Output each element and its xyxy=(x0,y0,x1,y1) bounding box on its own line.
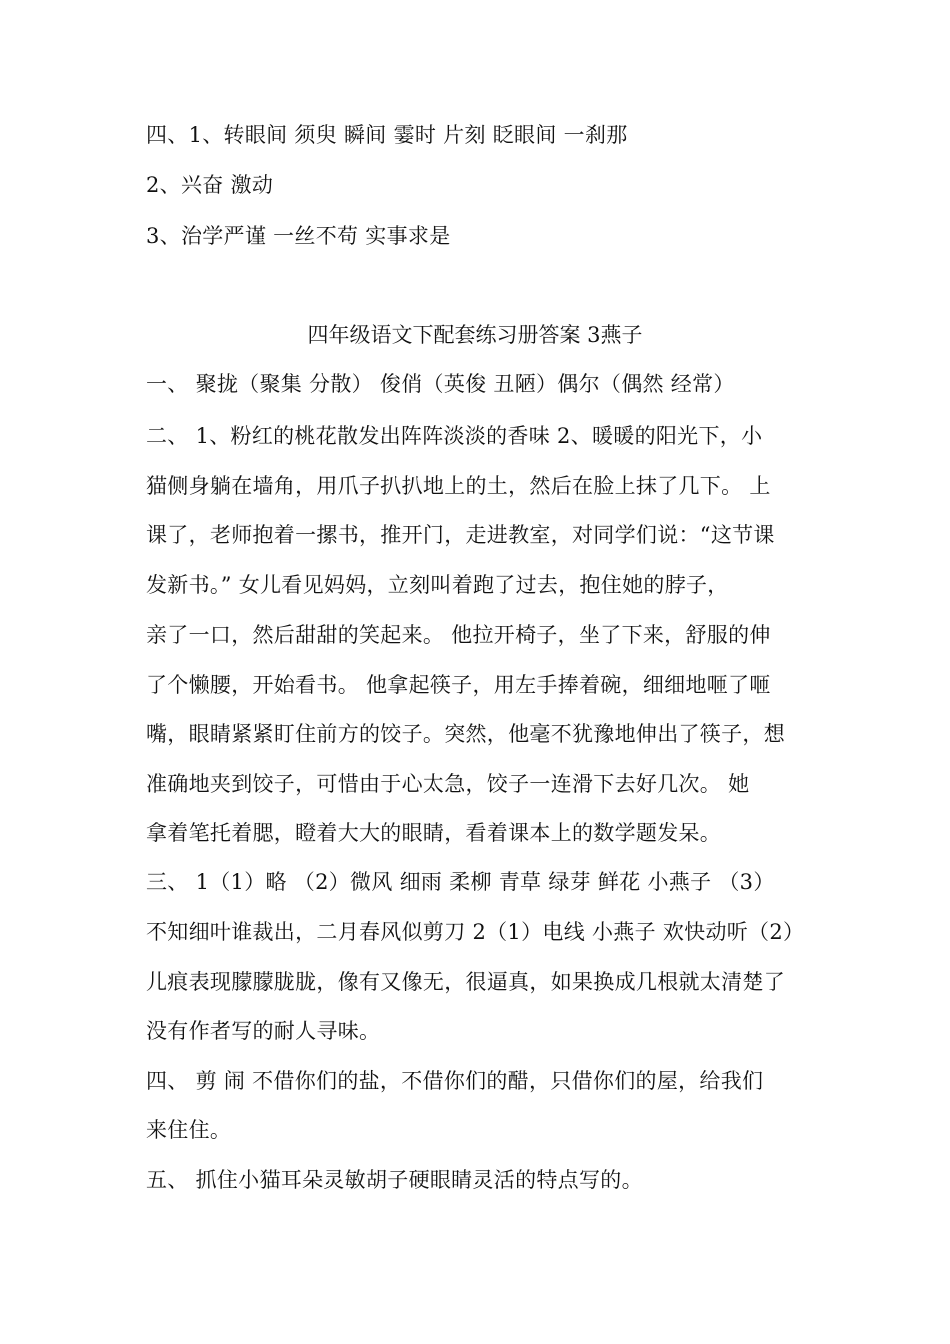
lesson-line-11: 三、 1（1）略 （2）微风 细雨 柔柳 青草 绿芽 鲜花 小燕子 （3） xyxy=(146,870,775,894)
lesson-line-2: 二、 1、粉红的桃花散发出阵阵淡淡的香味 2、暖暖的阳光下，小 xyxy=(146,424,763,448)
lesson-line-7: 了个懒腰，开始看书。 他拿起筷子，用左手捧着碗，细细地咂了咂 xyxy=(146,673,771,697)
lesson-line-15: 四、 剪 闹 不借你们的盐，不借你们的醋，只借你们的屋，给我们 xyxy=(146,1069,764,1093)
lesson-line-9: 准确地夹到饺子，可惜由于心太急，饺子一连滑下去好几次。 她 xyxy=(146,772,750,796)
section-four-line-1: 四、1、转眼间 须臾 瞬间 霎时 片刻 眨眼间 一刹那 xyxy=(146,123,628,147)
lesson-line-1: 一、 聚拢（聚集 分散） 俊俏（英俊 丑陋）偶尔（偶然 经常） xyxy=(146,372,735,396)
lesson-line-13: 儿痕表现朦朦胧胧，像有又像无，很逼真，如果换成几根就太清楚了 xyxy=(146,970,785,994)
lesson-line-3: 猫侧身躺在墙角，用爪子扒扒地上的土，然后在脸上抹了几下。 上 xyxy=(146,474,771,498)
section-four-line-2: 2、兴奋 激动 xyxy=(146,173,274,197)
lesson-line-6: 亲了一口，然后甜甜的笑起来。 他拉开椅子，坐了下来，舒服的伸 xyxy=(146,623,771,647)
lesson-line-12: 不知细叶谁裁出，二月春风似剪刀 2（1）电线 小燕子 欢快动听（2） xyxy=(146,920,805,944)
lesson-line-8: 嘴，眼睛紧紧盯住前方的饺子。突然，他毫不犹豫地伸出了筷子，想 xyxy=(146,722,785,746)
lesson-title: 四年级语文下配套练习册答案 3燕子 xyxy=(307,323,643,347)
lesson-line-4: 课了，老师抱着一摞书，推开门，走进教室，对同学们说：“这节课 xyxy=(146,523,775,547)
lesson-line-16: 来住住。 xyxy=(146,1118,232,1142)
lesson-line-10: 拿着笔托着腮，瞪着大大的眼睛，看着课本上的数学题发呆。 xyxy=(146,821,722,845)
lesson-line-17: 五、 抓住小猫耳朵灵敏胡子硬眼睛灵活的特点写的。 xyxy=(146,1168,643,1192)
lesson-line-14: 没有作者写的耐人寻味。 xyxy=(146,1019,381,1043)
section-four-line-3: 3、治学严谨 一丝不苟 实事求是 xyxy=(146,224,451,248)
lesson-line-5: 发新书。” 女儿看见妈妈，立刻叫着跑了过去，抱住她的脖子， xyxy=(146,573,729,597)
